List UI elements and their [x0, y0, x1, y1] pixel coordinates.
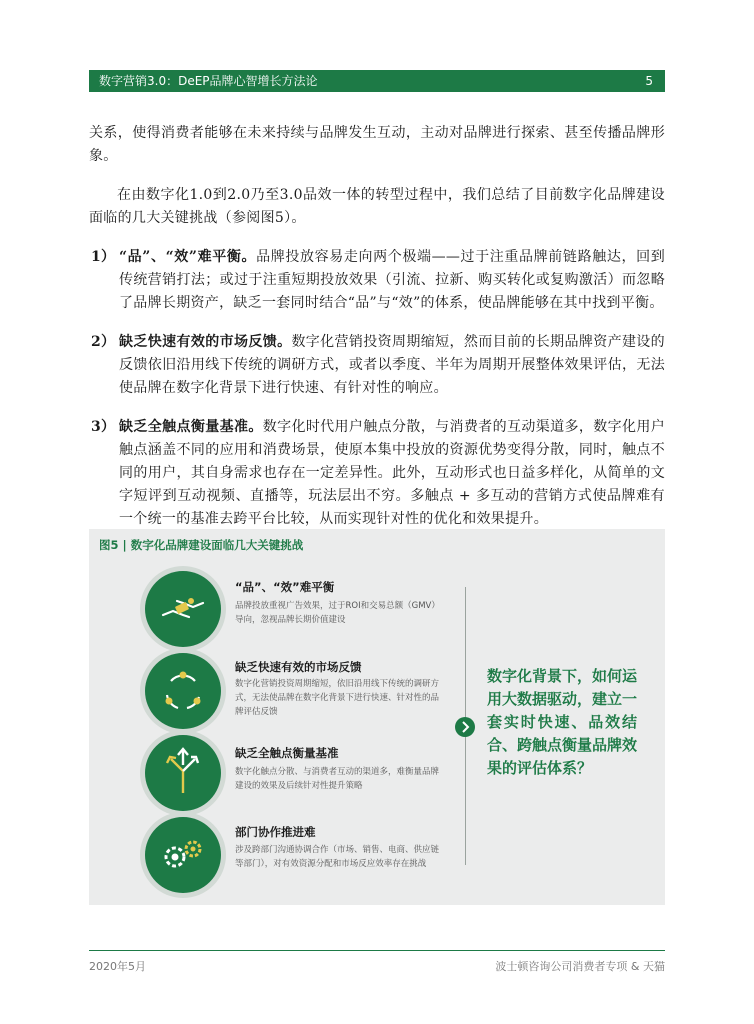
challenge-title: 缺乏快速有效的市场反馈 — [235, 660, 362, 674]
item-text: 数字化营销投资周期缩短，然而目前的长期品牌资产建设的反馈依旧沿用线下传统的调研方式，或者以季度、半年为周期开展整体效果评估，无法使品牌在数字化背景下进行快速、有针对性的响应。 — [119, 334, 665, 396]
figure-5 — [89, 529, 665, 905]
paragraph-continuation: 关系，使得消费者能够在未来持续与品牌发生互动，主动对品牌进行探索、甚至传播品牌形象。 — [89, 125, 665, 164]
item-number: 1） — [91, 249, 116, 265]
challenge-desc: 数字化营销投资周期缩短，依旧沿用线下传统的调研方式，无法使品牌在数字化背景下进行快速、针对性的品牌评估反馈 — [235, 679, 440, 717]
chevron-right-icon — [455, 717, 475, 737]
item-lead: 缺乏全触点衡量基准。 — [119, 419, 263, 435]
page-number: 5 — [645, 74, 653, 88]
conclusion-text: 数字化背景下，如何运用大数据驱动，建立一套实时快速、品效结合、跨触点衡量品牌效果的评估体系？ — [487, 667, 638, 777]
item-lead: “品”、“效”难平衡。 — [119, 249, 257, 265]
item-lead: 缺乏快速有效的市场反馈。 — [119, 334, 292, 350]
footer-divider — [89, 950, 665, 951]
challenge-desc: 数字化触点分散、与消费者互动的渠道多，难衡量品牌建设的效果及后续针对性提升策略 — [235, 767, 440, 791]
challenge-title: “品”、“效”难平衡 — [235, 580, 335, 594]
challenge-item-2 — [89, 331, 665, 400]
header-bar — [89, 70, 665, 92]
item-text: 数字化时代用户触点分散，与消费者的互动渠道多，数字化用户触点涵盖不同的应用和消费场景，使原本集中投放的资源优势变得分散，同时，触点不同的用户，其自身需求也存在一定差异性。此外，互动形式也日益多样化，从简单的文字短评到互动视频、直播等，玩法层出不穷。多触点 + 多互动的营销方式使品牌难有一个统一的基准去跨平台比较，从而实现针对性的优化和效果提升。 — [119, 419, 665, 527]
gears-icon — [145, 817, 221, 893]
cycle-arrows-icon — [145, 653, 221, 729]
diverging-arrows-icon — [145, 735, 221, 811]
challenge-title: 部门协作推进难 — [235, 825, 316, 839]
footer-date: 2020年5月 — [89, 960, 146, 973]
challenge-title: 缺乏全触点衡量基准 — [235, 746, 339, 760]
challenge-item-1 — [89, 246, 665, 315]
paragraph-intro: 在由数字化1.0到2.0乃至3.0品效一体的转型过程中，我们总结了目前数字化品牌建设面临的几大关键挑战（参阅图5）。 — [89, 187, 665, 226]
challenge-desc: 涉及跨部门沟通协调合作（市场、销售、电商、供应链等部门），对有效资源分配和市场反应效率存在挑战 — [235, 845, 440, 869]
body-text — [89, 122, 665, 531]
item-number: 3） — [91, 419, 116, 435]
item-number: 2） — [91, 334, 116, 350]
hands-exchange-icon — [145, 571, 221, 647]
item-text: 品牌投放容易走向两个极端——过于注重品牌前链路触达，回到传统营销打法；或过于注重短期投放效果（引流、拉新、购买转化或复购激活）而忽略了品牌长期资产，缺乏一套同时结合“品”与“效”的体系，使品牌能够在其中找到平衡。 — [119, 249, 665, 311]
header-title: 数字营销3.0：DeEP品牌心智增长方法论 — [99, 74, 318, 88]
footer-source: 波士顿咨询公司消费者专项 & 天猫 — [495, 960, 665, 973]
figure-title: 图5 | 数字化品牌建设面临几大关键挑战 — [99, 538, 304, 552]
challenge-item-3 — [89, 416, 665, 531]
challenge-desc: 品牌投放重视广告效果，过于ROI和交易总额（GMV）导向，忽视品牌长期价值建设 — [235, 601, 440, 625]
